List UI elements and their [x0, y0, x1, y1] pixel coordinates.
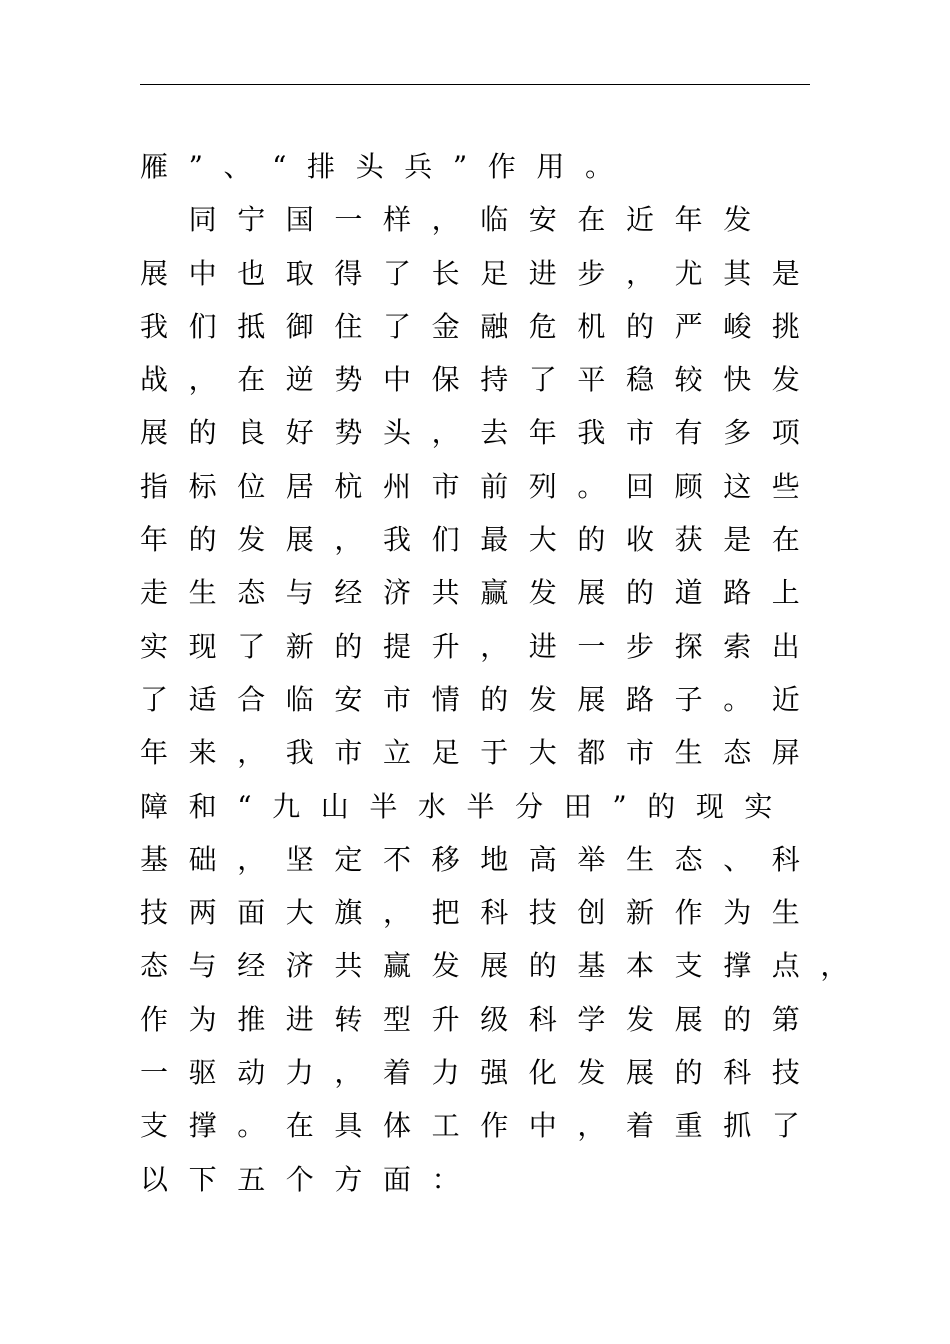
text-line: 态与经济共赢发展的基本支撑点，: [140, 949, 870, 983]
text-line: 我们抵御住了金融危机的严峻挑: [140, 309, 821, 343]
text-line: 走生态与经济共赢发展的道路上: [140, 576, 821, 610]
text-line: 支撑。在具体工作中，着重抓了: [140, 1109, 821, 1143]
text-line: 展中也取得了长足进步，尤其是: [140, 256, 821, 290]
text-line: 实现了新的提升，进一步探索出: [140, 629, 821, 663]
text-line: 了适合临安市情的发展路子。近: [140, 682, 821, 716]
text-line: 年的发展，我们最大的收获是在: [140, 523, 821, 557]
text-line: 展的良好势头，去年我市有多项: [140, 416, 821, 450]
text-line: 以下五个方面：: [140, 1162, 481, 1196]
header-rule: [140, 84, 810, 85]
text-line: 技两面大旗，把科技创新作为生: [140, 896, 821, 930]
text-line: 障和“九山半水半分田”的现实: [140, 789, 794, 823]
text-line: 同宁国一样，临安在近年发: [140, 203, 772, 237]
text-line: 作为推进转型升级科学发展的第: [140, 1002, 821, 1036]
text-line: 一驱动力，着力强化发展的科技: [140, 1056, 821, 1090]
text-line: 基础，坚定不移地高举生态、科: [140, 842, 821, 876]
text-line: 指标位居杭州市前列。回顾这些: [140, 469, 821, 503]
body-text: [140, 140, 870, 1206]
text-line: 年来，我市立足于大都市生态屏: [140, 736, 821, 770]
text-line: 战，在逆势中保持了平稳较快发: [140, 363, 821, 397]
text-line: 雁”、“排头兵”作用。: [140, 150, 634, 183]
